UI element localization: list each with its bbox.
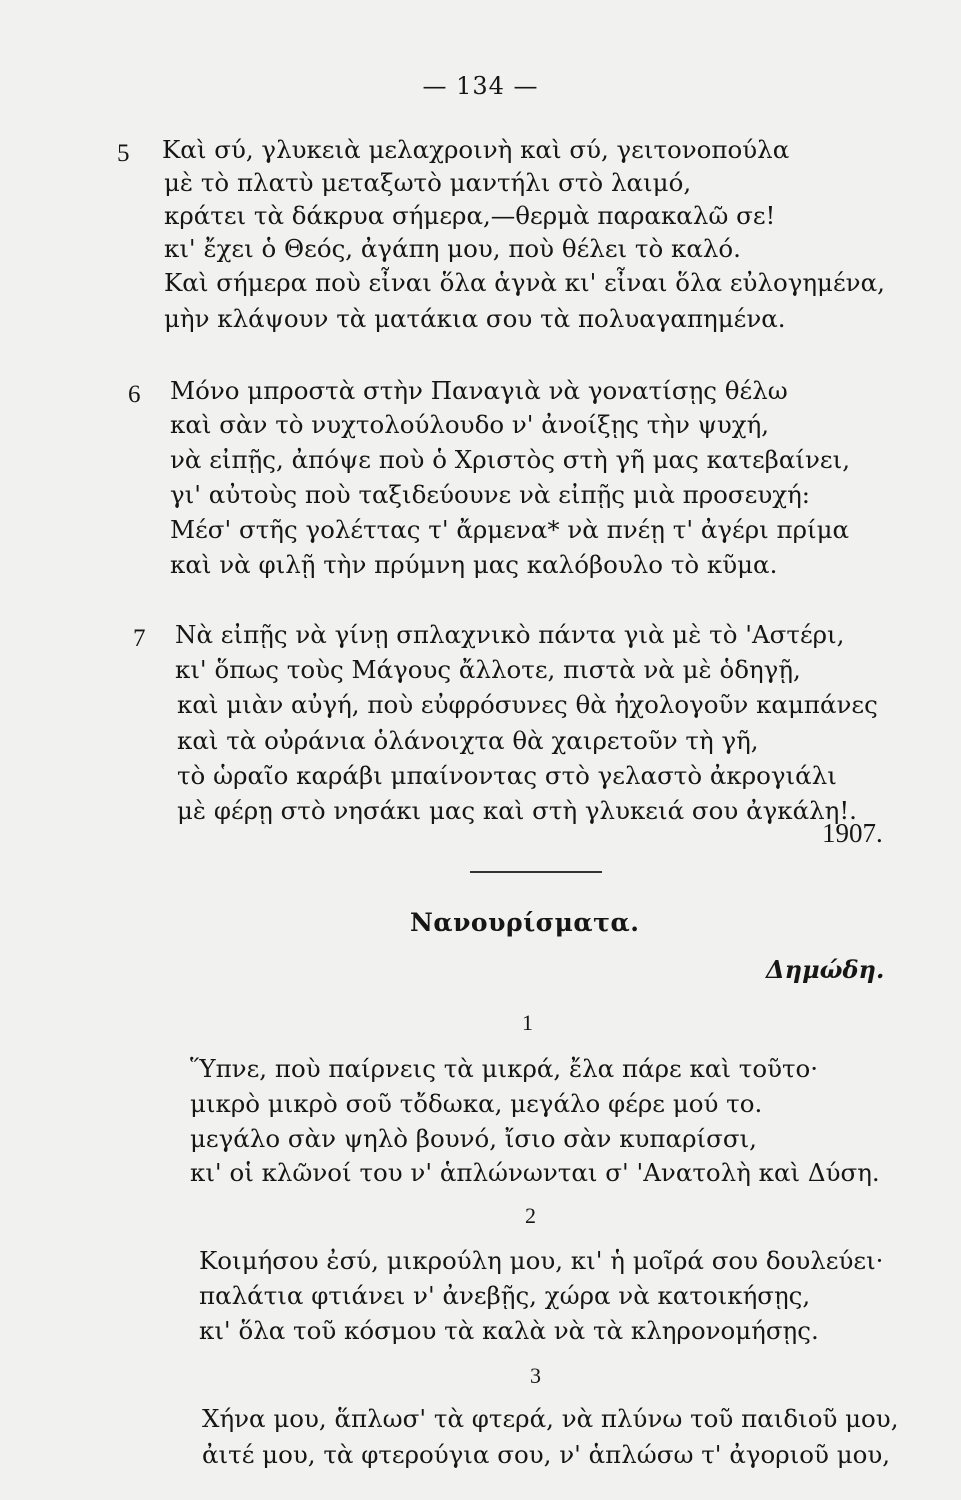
- verse-line: καὶ τὰ οὐράνια ὁλάνοιχτα θὰ χαιρετοῦν τὴ γῆ,: [177, 726, 759, 755]
- verse-line: κι' ὅλα τοῦ κόσμου τὰ καλὰ νὰ τὰ κληρονομήσῃς.: [199, 1316, 819, 1345]
- poem-date: 1907.: [822, 818, 883, 848]
- lullaby-number: 3: [530, 1363, 541, 1388]
- stanza-number: 7: [133, 625, 146, 652]
- verse-line: κι' ὅπως τοὺς Μάγους ἄλλοτε, πιστὰ νὰ μὲ ὁδηγῇ,: [175, 655, 801, 684]
- verse-line: μεγάλο σὰν ψηλὸ βουνό, ἴσιο σὰν κυπαρίσσι,: [190, 1124, 757, 1153]
- stanza-number: 6: [128, 381, 141, 408]
- verse-line: μὲ φέρῃ στὸ νησάκι μας καὶ στὴ γλυκειά σου ἀγκάλη!.: [177, 796, 857, 825]
- verse-line: μὲ τὸ πλατὺ μεταξωτὸ μαντήλι στὸ λαιμό,: [164, 168, 692, 197]
- verse-line: γι' αὐτοὺς ποὺ ταξιδεύουνε νὰ εἰπῇς μιὰ προσευχή:: [170, 480, 811, 509]
- verse-line: καὶ νὰ φιλῇ τὴν πρύμνη μας καλόβουλο τὸ κῦμα.: [170, 550, 778, 579]
- verse-line: νὰ εἰπῇς, ἀπόψε ποὺ ὁ Χριστὸς στὴ γῆ μας κατεβαίνει,: [170, 445, 850, 474]
- verse-line: Κοιμήσου ἐσύ, μικρούλη μου, κι' ἡ μοῖρά σου δουλεύει·: [199, 1246, 884, 1275]
- verse-line: Καὶ σήμερα ποὺ εἶναι ὅλα ἁγνὰ κι' εἶναι ὅλα εὐλογημένα,: [164, 268, 885, 297]
- verse-line: Ὕπνε, ποὺ παίρνεις τὰ μικρά, ἔλα πάρε καὶ τοῦτο·: [190, 1054, 819, 1083]
- verse-line: Νὰ εἰπῇς νὰ γίνῃ σπλαχνικὸ πάντα γιὰ μὲ τὸ 'Αστέρι,: [175, 620, 845, 649]
- lullaby-number: 2: [525, 1203, 536, 1228]
- verse-line: μικρὸ μικρὸ σοῦ τὄδωκα, μεγάλο φέρε μού το.: [190, 1089, 763, 1118]
- verse-line: ἀιτέ μου, τὰ φτερούγια σου, ν' ἁπλώσω τ' ἀγοριοῦ μου,: [202, 1440, 891, 1469]
- verse-line: κι' ἔχει ὁ Θεός, ἀγάπη μου, ποὺ θέλει τὸ καλό.: [164, 234, 741, 263]
- page-number: — 134 —: [422, 72, 539, 100]
- section-title: Νανουρίσματα.: [410, 908, 640, 937]
- stanza-number: 5: [117, 140, 130, 167]
- verse-line: Καὶ σύ, γλυκειὰ μελαχροινὴ καὶ σύ, γειτονοπούλα: [162, 135, 790, 164]
- verse-line: κι' οἱ κλῶνοί του ν' ἁπλώνωνται σ' 'Ανατολὴ καὶ Δύση.: [190, 1158, 880, 1187]
- verse-line: τὸ ὡραῖο καράβι μπαίνοντας στὸ γελαστὸ ἀκρογιάλι: [177, 761, 837, 790]
- verse-line: Μόνο μπροστὰ στὴν Παναγιὰ νὰ γονατίσῃς θέλω: [170, 376, 788, 405]
- verse-line: παλάτια φτιάνει ν' ἀνεβῇς, χώρα νὰ κατοικήσῃς,: [199, 1281, 811, 1310]
- section-author: Δημώδη.: [766, 955, 885, 984]
- section-divider: [470, 871, 602, 873]
- verse-line: Χήνα μου, ἅπλωσ' τὰ φτερά, νὰ πλύνω τοῦ παιδιοῦ μου,: [202, 1404, 899, 1433]
- verse-line: Μέσ' στῆς γολέττας τ' ἄρμενα* νὰ πνέῃ τ' ἀγέρι πρίμα: [170, 515, 850, 544]
- verse-line: καὶ μιὰν αὐγή, ποὺ εὐφρόσυνες θὰ ἠχολογοῦν καμπάνες: [177, 690, 878, 719]
- verse-line: μὴν κλάψουν τὰ ματάκια σου τὰ πολυαγαπημένα.: [164, 304, 786, 333]
- verse-line: κράτει τὰ δάκρυα σήμερα,—θερμὰ παρακαλῶ σε!: [164, 201, 776, 230]
- lullaby-number: 1: [522, 1010, 533, 1035]
- verse-line: καὶ σὰν τὸ νυχτολούλουδο ν' ἀνοίξῃς τὴν ψυχή,: [170, 410, 770, 439]
